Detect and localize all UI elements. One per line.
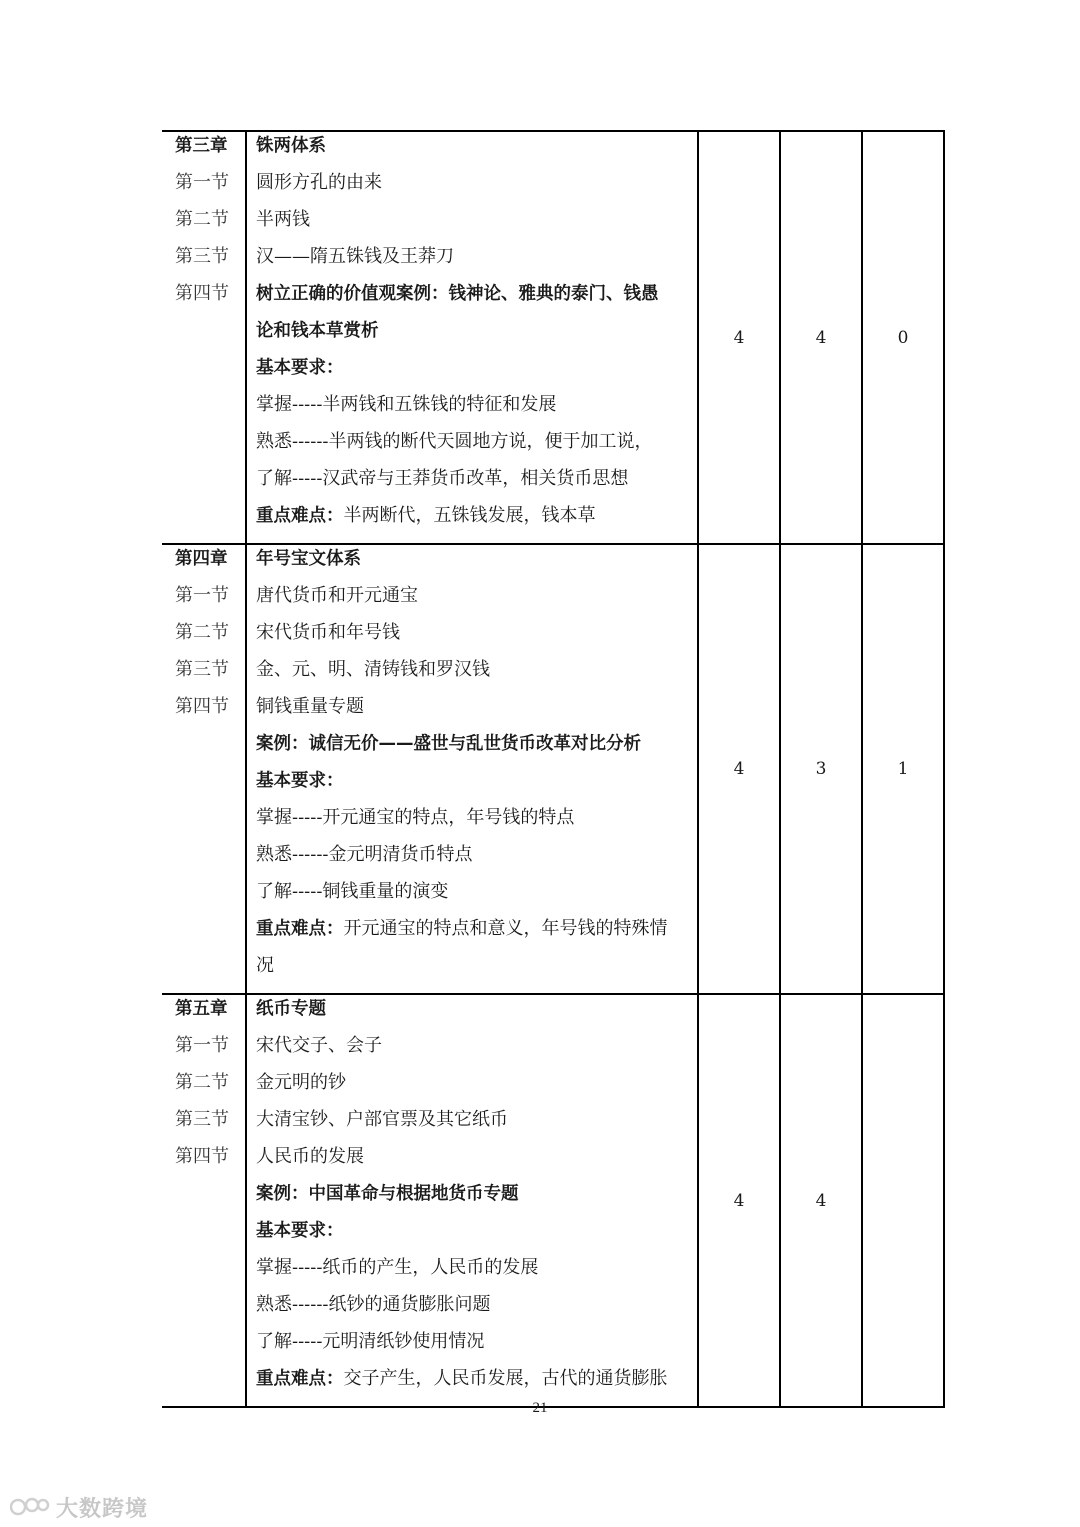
content-line: 案例：中国革命与根据地货币专题 [256,1184,519,1204]
section-title: 金元明的钞 [256,1072,346,1093]
section-label: 第二节 [175,1072,229,1093]
theory-hours-cell: 3 [780,544,862,994]
practice-hours-cell [862,994,944,1407]
theory-hours-cell: 4 [780,994,862,1407]
chapter-content-cell [246,131,698,544]
key-points-label: 重点难点： [256,1369,344,1389]
chapter-title: 纸币专题 [256,999,326,1019]
chapter-label: 第三章 [175,136,228,156]
content-line: 基本要求： [256,1221,344,1241]
section-title: 唐代货币和开元通宝 [256,585,418,606]
section-title: 树立正确的价值观案例：钱神论、雅典的泰门、钱愚 [256,284,659,304]
content-line: 基本要求： [256,771,344,791]
watermark [10,1490,148,1524]
section-title: 宋代货币和年号钱 [256,622,400,643]
section-label: 第三节 [175,1109,229,1130]
key-points-line [247,915,697,952]
chapter-row [162,994,944,1407]
chapter-label-cell [162,544,246,994]
section-title: 人民币的发展 [256,1146,364,1167]
chapter-label-cell [162,131,246,544]
content-line: 案例：诚信无价——盛世与乱世货币改革对比分析 [256,734,641,754]
section-label: 第三节 [175,246,229,267]
content-line: 掌握-----纸币的产生，人民币的发展 [256,1257,539,1278]
chapter-content-cell [246,994,698,1407]
key-points-line [247,502,697,539]
chapter-label: 第五章 [175,999,228,1019]
section-title: 汉——隋五铢钱及王莽刀 [256,246,454,267]
chapter-label-cell [162,994,246,1407]
chapter-title: 年号宝文体系 [256,549,361,569]
content-line: 论和钱本草赏析 [256,321,379,341]
key-points-label: 重点难点： [256,506,344,526]
section-title: 大清宝钞、户部官票及其它纸币 [256,1109,508,1130]
section-title: 宋代交子、会子 [256,1035,382,1056]
key-points-text: 开元通宝的特点和意义，年号钱的特殊情 [343,918,668,939]
key-points-text: 半两断代，五铢钱发展，钱本草 [343,505,596,526]
lecture-hours-cell: 4 [698,131,780,544]
section-title: 半两钱 [256,209,310,230]
section-label: 第二节 [175,209,229,230]
watermark-logo-icon [10,1494,50,1520]
lecture-hours-cell: 4 [698,544,780,994]
content-line: 熟悉------纸钞的通货膨胀问题 [256,1294,491,1315]
section-label: 第一节 [175,1035,229,1056]
course-content-table [162,130,945,1408]
content-line: 掌握-----开元通宝的特点，年号钱的特点 [256,807,575,828]
section-label: 第二节 [175,622,229,643]
chapter-row [162,131,944,544]
key-points-label: 重点难点： [256,919,344,939]
key-points-text: 交子产生，人民币发展，古代的通货膨胀 [343,1368,668,1389]
content-line: 基本要求： [256,358,344,378]
chapter-title: 铢两体系 [256,136,326,156]
practice-hours-cell: 0 [862,131,944,544]
chapter-content-cell [246,544,698,994]
content-line: 熟悉------半两钱的断代天圆地方说，便于加工说， [256,431,653,452]
section-label: 第四节 [175,1146,229,1167]
content-line: 掌握-----半两钱和五铢钱的特征和发展 [256,394,557,415]
section-label: 第四节 [175,283,229,304]
lecture-hours-cell: 4 [698,994,780,1407]
section-label: 第一节 [175,172,229,193]
content-line: 了解-----元明清纸钞使用情况 [256,1331,485,1352]
section-label: 第三节 [175,659,229,680]
content-line: 了解-----汉武帝与王莽货币改革，相关货币思想 [256,468,629,489]
content-line: 了解-----铜钱重量的演变 [256,881,449,902]
section-title: 金、元、明、清铸钱和罗汉钱 [256,659,490,680]
practice-hours-cell: 1 [862,544,944,994]
chapter-row [162,544,944,994]
section-title: 铜钱重量专题 [256,696,364,717]
key-points-line [247,1365,697,1402]
theory-hours-cell: 4 [780,131,862,544]
section-label: 第一节 [175,585,229,606]
key-points-continuation: 况 [256,955,274,976]
watermark-text: 大数跨境 [56,1496,149,1522]
content-line: 熟悉------金元明清货币特点 [256,844,473,865]
chapter-label: 第四章 [175,549,228,569]
page-number: 21 [532,1400,548,1416]
section-label: 第四节 [175,696,229,717]
section-title: 圆形方孔的由来 [256,172,382,193]
